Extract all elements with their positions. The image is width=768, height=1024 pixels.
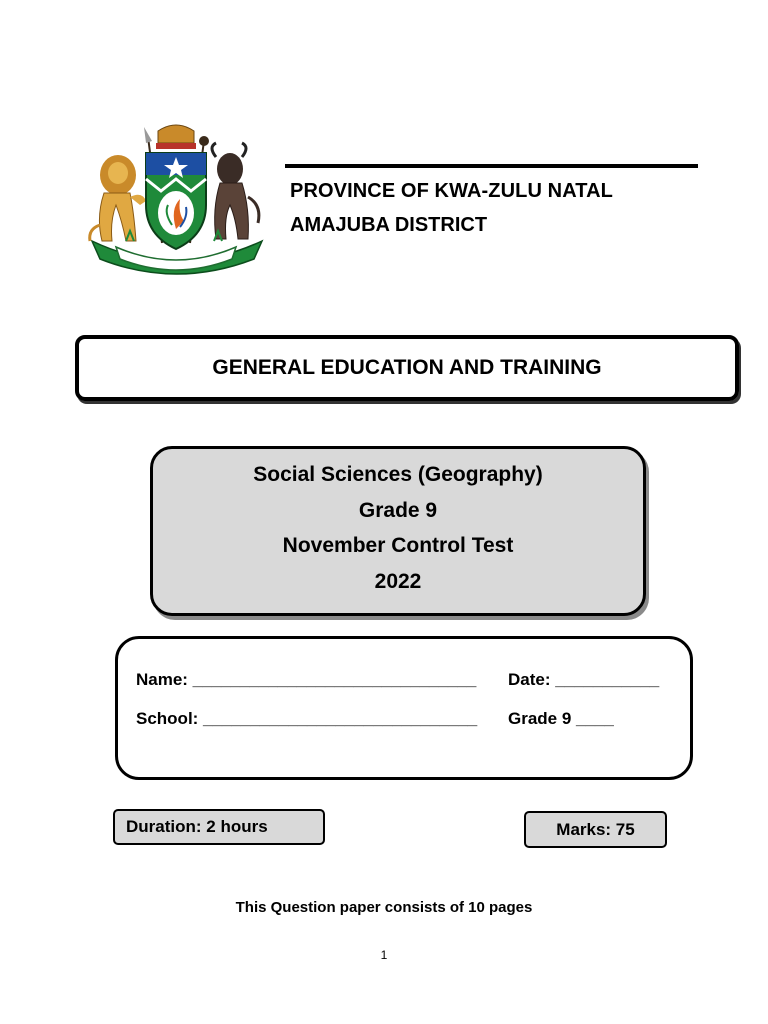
header-rule — [285, 164, 698, 168]
date-field[interactable]: Date: ___________ — [508, 670, 660, 689]
school-field[interactable]: School: _____________________________ — [136, 709, 478, 728]
banner-title: GENERAL EDUCATION AND TRAINING — [75, 335, 739, 401]
page-number: 1 — [380, 948, 388, 962]
name-field[interactable]: Name: ______________________________ — [136, 670, 477, 689]
marks-badge: Marks: 75 — [524, 811, 667, 848]
subject-name: Social Sciences (Geography) — [253, 463, 543, 486]
kzn-coat-of-arms-logo — [82, 113, 270, 281]
province-heading: PROVINCE OF KWA-ZULU NATAL — [290, 180, 613, 202]
test-name: November Control Test — [282, 534, 514, 557]
pages-note: This Question paper consists of 10 pages — [235, 899, 533, 916]
subject-box — [150, 446, 646, 616]
subject-grade: Grade 9 — [358, 499, 438, 522]
duration-badge: Duration: 2 hours — [113, 809, 325, 845]
district-heading: AMAJUBA DISTRICT — [290, 214, 488, 236]
grade-field[interactable]: Grade 9 ____ — [508, 709, 614, 728]
learner-info-box — [115, 636, 693, 780]
test-year: 2022 — [374, 570, 422, 593]
